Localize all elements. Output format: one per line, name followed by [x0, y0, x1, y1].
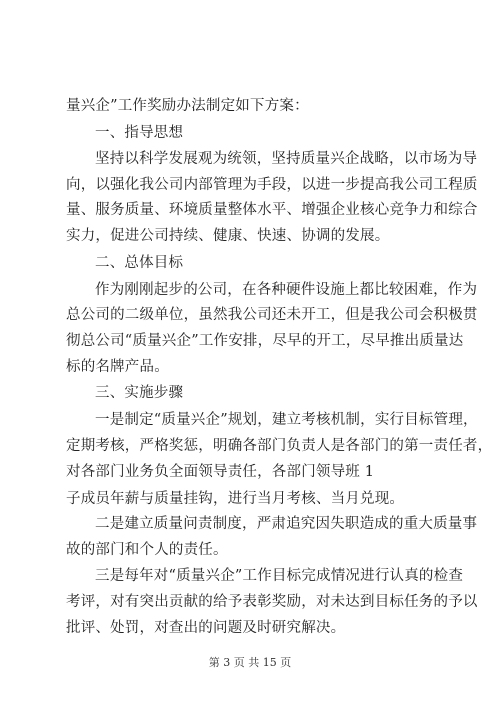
- paragraph-line: 彻总公司“质量兴企”工作安排，尽早的开工，尽早推出质量达: [66, 333, 464, 349]
- paragraph-line: 量、服务质量、环境质量整体水平、增强企业核心竞争力和综合: [66, 202, 478, 218]
- paragraph-line: 向，以强化我公司内部管理为手段，以进一步提高我公司工程质: [66, 177, 478, 193]
- paragraph-line: 量兴企”工作奖励办法制定如下方案：: [66, 98, 309, 114]
- paragraph-line: 作为刚刚起步的公司，在各种硬件设施上都比较困难，作为: [95, 282, 478, 298]
- paragraph-line: 实力，促进公司持续、健康、快速、协调的发展。: [66, 228, 390, 244]
- page-number-footer: 第 3 页 共 15 页: [208, 656, 292, 669]
- section-heading-overall-goal: 二、总体目标: [95, 255, 184, 271]
- paragraph-line: 对各部门业务负全面领导责任，各部门领导班 1: [66, 464, 375, 480]
- section-heading-guiding-ideology: 一、指导思想: [95, 125, 184, 141]
- paragraph-line: 故的部门和个人的责任。: [66, 542, 228, 558]
- paragraph-line: 子成员年薪与质量挂钩，进行当月考核、当月兑现。: [66, 491, 405, 507]
- paragraph-line: 三是每年对“质量兴企”工作目标完成情况进行认真的检查: [95, 568, 464, 584]
- paragraph-line: 考评，对有突出贡献的给予表彰奖励，对未达到目标任务的予以: [66, 594, 478, 610]
- paragraph-line: 总公司的二级单位，虽然我公司还未开工，但是我公司会积极贯: [66, 307, 478, 323]
- paragraph-line: 坚持以科学发展观为统领，坚持质量兴企战略，以市场为导: [95, 151, 478, 167]
- section-heading-implementation-steps: 三、实施步骤: [95, 385, 184, 401]
- paragraph-line: 定期考核，严格奖惩，明确各部门负责人是各部门的第一责任者，: [66, 438, 493, 454]
- paragraph-line: 二是建立质量问责制度，严肃追究因失职造成的重大质量事: [95, 516, 478, 532]
- paragraph-line: 一是制定“质量兴企”规划，建立考核机制，实行目标管理，: [95, 412, 478, 428]
- paragraph-line: 批评、处罚，对查出的问题及时研究解决。: [66, 620, 346, 636]
- paragraph-line: 标的名牌产品。: [66, 359, 169, 375]
